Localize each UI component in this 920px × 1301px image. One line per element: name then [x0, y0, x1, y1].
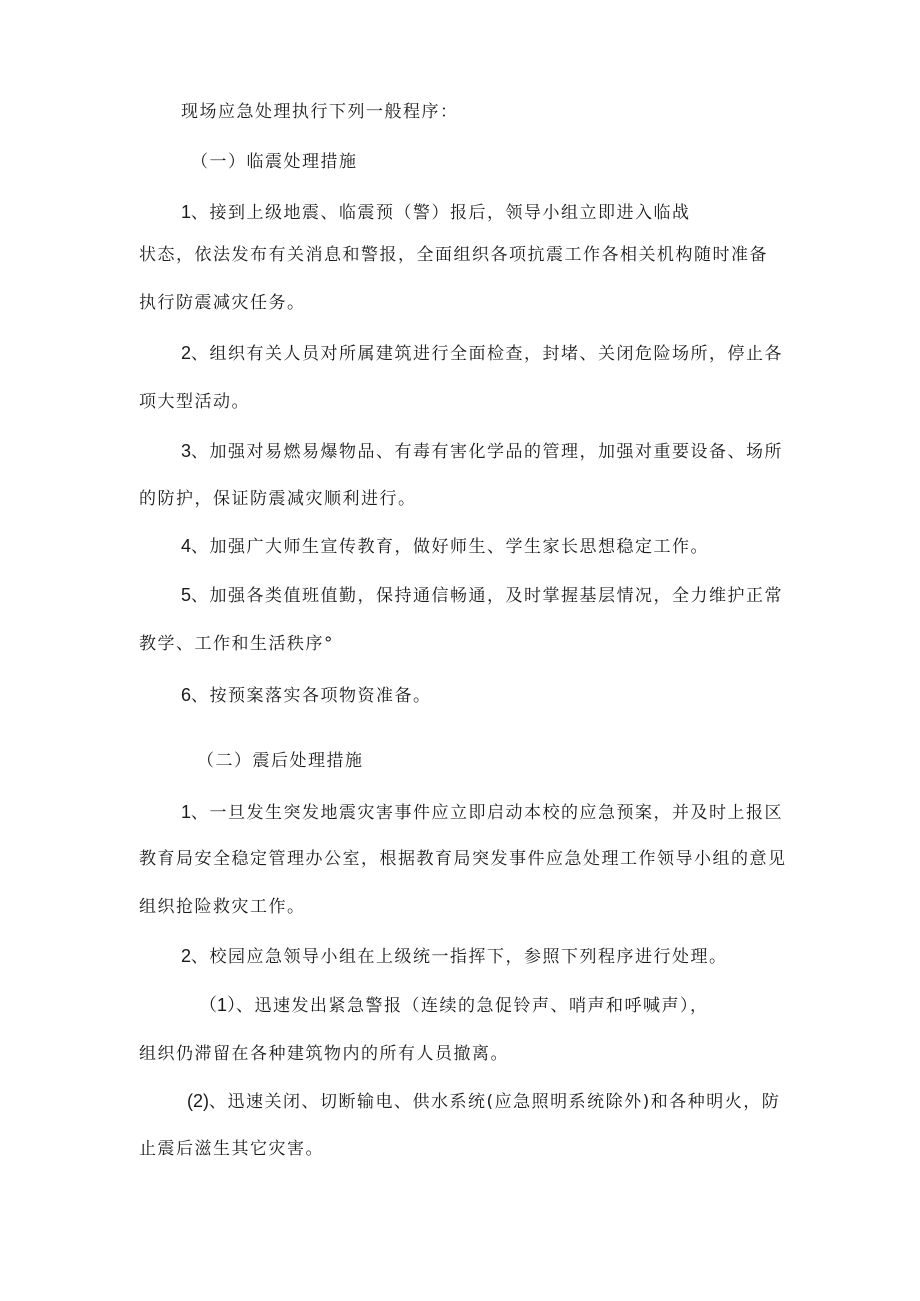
section2-heading: （二）震后处理措施 [197, 751, 364, 771]
intro-text: 现场应急处理执行下列一般程序： [181, 102, 459, 122]
s1-item1-number: 1 [181, 202, 192, 222]
sub2-text: 、迅速关闭、切断输电、供水系统(应急照明系统除外)和各种明火，防 [209, 1092, 781, 1112]
s1-item5-text: 、加强各类值班值勤，保持通信畅通，及时掌握基层情况，全力维护正常 [191, 586, 784, 606]
s2-item1-line1 [181, 801, 783, 824]
s1-item2-text: 、组织有关人员对所属建筑进行全面检查，封堵、关闭危险场所，停止各 [191, 344, 784, 364]
s1-item5-number: 5 [181, 585, 192, 605]
sub1-line2: 组织仍滞留在各种建筑物内的所有人员撤离。 [139, 1044, 509, 1064]
s1-item2-line1 [181, 342, 783, 365]
s1-item6-text: 、按预案落实各项物资准备。 [191, 686, 432, 706]
s1-item6-line1 [181, 684, 432, 707]
sub2-line2: 止震后滋生其它灾害。 [139, 1139, 324, 1159]
s1-item1-text: 、接到上级地震、临震预（警）报后，领导小组立即进入临战 [191, 203, 691, 223]
s1-item4-line1 [181, 535, 709, 558]
sub1-text: 、迅速发出紧急警报（连续的急促铃声、哨声和呼喊声）， [236, 996, 709, 1016]
s1-item3-text: 、加强对易燃易爆物品、有毒有害化学品的管理，加强对重要设备、场所 [191, 442, 784, 462]
s2-item2-text: 、校园应急领导小组在上级统一指挥下，参照下列程序进行处理。 [191, 947, 728, 967]
s2-item1-text: 、一旦发生突发地震灾害事件应立即启动本校的应急预案，并及时上报区 [191, 803, 784, 823]
sub2-line1 [187, 1090, 780, 1113]
s2-item1-number: 1 [181, 802, 192, 822]
section1-heading: （一）临震处理措施 [191, 152, 358, 172]
s1-item5-line1 [181, 584, 783, 607]
s1-item1-line2: 状态，依法发布有关消息和警报，全面组织各项抗震工作各相关机构随时准备 [139, 245, 768, 265]
s1-item1-line1 [181, 201, 691, 224]
s1-item3-line2: 的防护，保证防震减灾顺利进行。 [139, 489, 417, 509]
s2-item1-line2: 教育局安全稳定管理办公室，根据教育局突发事件应急处理工作领导小组的意见 [139, 849, 787, 869]
s2-item1-line3: 组织抢险救灾工作。 [139, 897, 306, 917]
sub1-number: （1） [199, 995, 237, 1015]
s1-item5-line2: 教学、工作和生活秩序° [139, 634, 334, 654]
s1-item1-line3: 执行防震减灾任务。 [139, 293, 306, 313]
s1-item2-line2: 项大型活动。 [139, 392, 250, 412]
s1-item4-text: 、加强广大师生宣传教育，做好师生、学生家长思想稳定工作。 [191, 537, 710, 557]
s2-item2-line1 [181, 945, 728, 968]
s2-item2-number: 2 [181, 946, 192, 966]
sub2-number: (2) [187, 1091, 209, 1111]
s1-item3-number: 3 [181, 441, 192, 461]
s1-item3-line1 [181, 440, 783, 463]
s1-item4-number: 4 [181, 536, 192, 556]
s1-item2-number: 2 [181, 343, 192, 363]
s1-item6-number: 6 [181, 685, 192, 705]
sub1-line1 [199, 994, 709, 1017]
